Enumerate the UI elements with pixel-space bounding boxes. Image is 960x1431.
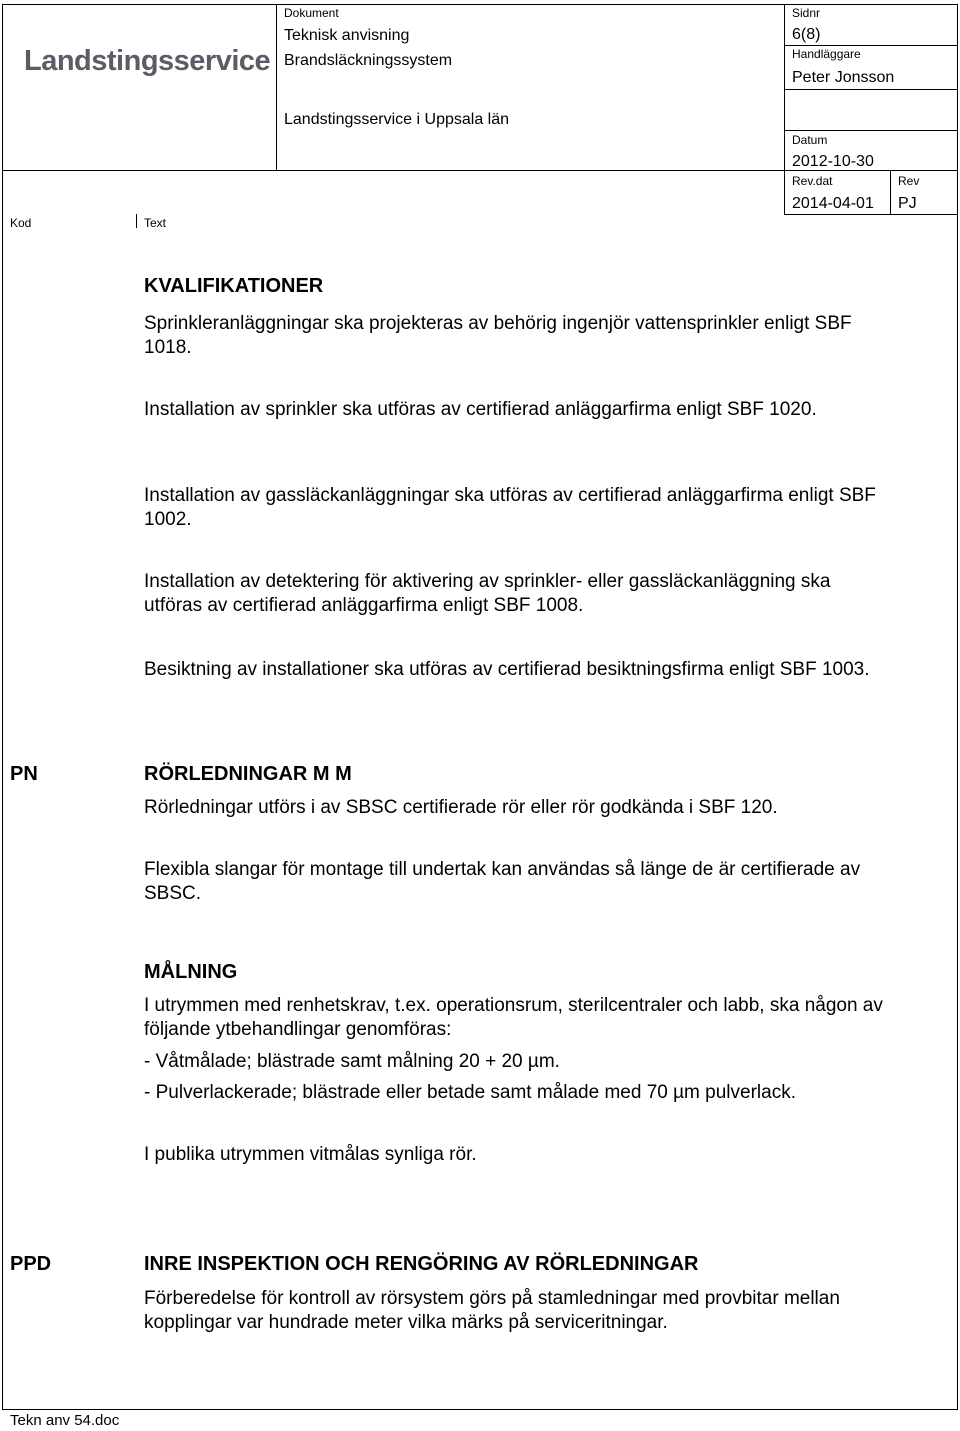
landstingsservice-logo bbox=[16, 36, 271, 86]
sidnr-label: Sidnr bbox=[792, 6, 821, 20]
revdat-value: 2014-04-01 bbox=[792, 195, 874, 212]
kvalifikationer-paragraph: Besiktning av installationer ska utföras av certifierad besiktningsfirma enligt SBF 1003. bbox=[144, 659, 870, 680]
datum-value: 2012-10-30 bbox=[792, 153, 874, 170]
rorledningar-paragraph: Rörledningar utförs i av SBSC certifierade rör eller rör godkända i SBF 120. bbox=[144, 797, 778, 818]
text-label: Text bbox=[144, 216, 167, 230]
handlaggare-label: Handläggare bbox=[792, 47, 861, 61]
kvalifikationer-paragraph: Installation av gassläckanläggningar ska utföras av certifierad anläggarfirma enligt SBF 1002. bbox=[144, 485, 876, 530]
document-type: Teknisk anvisning bbox=[284, 27, 410, 44]
kvalifikationer-paragraph: Sprinkleranläggningar ska projekteras av behörig ingenjör vattensprinkler enligt SBF 1018. bbox=[144, 313, 852, 358]
logo-text: Landstingsservice bbox=[24, 44, 271, 77]
kod-label: Kod bbox=[10, 216, 32, 230]
ppd-code: PPD bbox=[10, 1253, 52, 1275]
inspektion-paragraph: Förberedelse för kontroll av rörsystem görs på stamledningar med provbitar mellan kopplingar var hundrade meter vilka märks på serviceritningar. bbox=[144, 1288, 840, 1333]
inspektion-heading: INRE INSPEKTION OCH RENGÖRING AV RÖRLEDNINGAR bbox=[144, 1253, 699, 1275]
malning-intro: I utrymmen med renhetskrav, t.ex. operationsrum, sterilcentraler och labb, ska någon av följande ytbehandlingar genomföras: bbox=[144, 995, 883, 1040]
kvalifikationer-paragraph: Installation av sprinkler ska utföras av certifierad anläggarfirma enligt SBF 1020. bbox=[144, 399, 817, 420]
kvalifikationer-paragraph: Installation av detektering för aktivering av sprinkler- eller gassläckanläggning ska utföras av certifierad anläggarfirma enligt SBF 1008. bbox=[144, 571, 831, 616]
rev-label: Rev bbox=[898, 174, 920, 188]
revdat-label: Rev.dat bbox=[792, 174, 833, 188]
document-title: Brandsläckningssystem bbox=[284, 52, 453, 69]
datum-label: Datum bbox=[792, 133, 828, 147]
malning-outro: I publika utrymmen vitmålas synliga rör. bbox=[144, 1144, 477, 1165]
kvalifikationer-heading: KVALIFIKATIONER bbox=[144, 275, 324, 297]
header-divider-right bbox=[784, 4, 785, 214]
header-divider-kod bbox=[136, 214, 137, 228]
header-divider-rev bbox=[890, 170, 891, 214]
rorledningar-heading: RÖRLEDNINGAR M M bbox=[144, 763, 352, 785]
header-rule-sidnr bbox=[784, 45, 958, 46]
footer-template: Tekn anv 54.doc bbox=[10, 1412, 120, 1429]
rorledningar-paragraph: Flexibla slangar för montage till undertak kan användas så länge de är certifierade av SBSC. bbox=[144, 859, 861, 904]
page-number: 6(8) bbox=[792, 26, 821, 43]
pn-code: PN bbox=[10, 763, 38, 785]
header-rule-bottom bbox=[784, 214, 958, 215]
header-divider-logo bbox=[276, 4, 277, 170]
handlaggare-value: Peter Jonsson bbox=[792, 69, 895, 86]
dokument-label: Dokument bbox=[284, 6, 339, 20]
organization: Landstingsservice i Uppsala län bbox=[284, 111, 510, 128]
malning-item: - Våtmålade; blästrade samt målning 20 + 20 µm. bbox=[144, 1051, 560, 1072]
header-rule-handlaggare bbox=[784, 89, 958, 90]
rev-value: PJ bbox=[898, 195, 917, 212]
header-rule-datum bbox=[784, 130, 958, 131]
malning-heading: MÅLNING bbox=[144, 961, 238, 983]
malning-item: - Pulverlackerade; blästrade eller betade samt målade med 70 µm pulverlack. bbox=[144, 1082, 796, 1103]
